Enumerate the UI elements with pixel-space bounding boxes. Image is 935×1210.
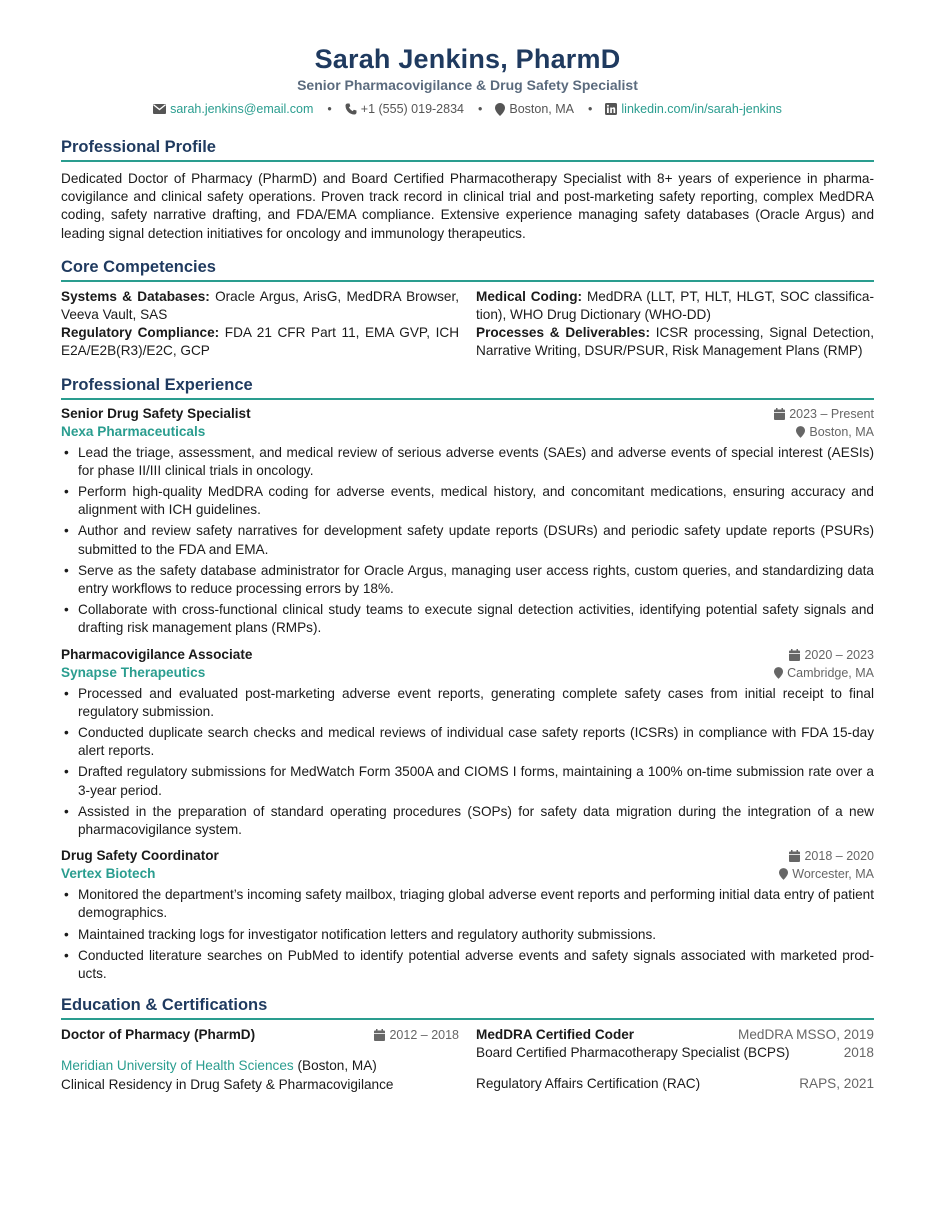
job-title: Drug Safety Coordinator: [61, 848, 219, 864]
section-title-profile: Professional Profile: [61, 137, 874, 162]
location-text: Boston, MA: [509, 102, 575, 116]
job-subheader: [61, 423, 874, 441]
contact-phone: [345, 101, 464, 117]
job-bullets: [61, 886, 874, 983]
candidate-subtitle: Senior Pharmacovigilance & Drug Safety Specialist: [297, 77, 638, 93]
calendar-icon: [374, 1029, 385, 1041]
job-header: [61, 405, 874, 423]
job-header: [61, 847, 874, 865]
competencies-right-column: [476, 288, 874, 361]
cert-name: Regulatory Affairs Certification (RAC): [476, 1076, 701, 1092]
competency-item: [61, 288, 459, 324]
contact-separator: •: [327, 102, 332, 116]
phone-text: +1 (555) 019-2834: [360, 102, 464, 116]
job-dates: [789, 646, 874, 664]
job-header: [61, 646, 874, 664]
residency-line: Clinical Residency in Drug Safety & Pharmacovigilance: [61, 1076, 394, 1092]
education-left-column: [61, 1026, 459, 1093]
bullet-item: • Perform high-quality MedDRA coding for adverse events, medical history, and concomitant medications, ensuring accuracy and alignment with ICH guidelines.: [61, 483, 874, 519]
cert-name: MedDRA Certified Coder: [476, 1027, 635, 1043]
contact-separator: •: [478, 102, 483, 116]
profile-text: Dedicated Doctor of Pharmacy (PharmD) and Board Certified Pharmacotherapy Specialist with 8+ years of experience in pharma-covigilance and clinical safety operations. Proven track record in clinical trial and post-marketing safety reporting, complex MedDRA coding, safety narrative drafting, and FDA/EMA compliance. Extensive experience managing safety databases (Oracle Argus) and leading signal detection initiatives for oncology and immunology therapeutics.: [61, 171, 874, 241]
competency-label: Processes & Deliverables:: [476, 325, 650, 341]
degree-dates: [374, 1026, 459, 1044]
map-pin-icon: [796, 426, 805, 438]
competency-item: [476, 324, 874, 360]
company-name: Nexa Pharmaceuticals: [61, 423, 206, 439]
job-location: [774, 664, 874, 682]
job-title: Pharmacovigilance Associate: [61, 646, 253, 662]
map-pin-icon: [774, 667, 783, 679]
competency-item: [476, 288, 874, 324]
linkedin-link[interactable]: linkedin.com/in/sarah-jenkins: [621, 102, 782, 116]
job-bullets: [61, 444, 874, 638]
bullet-item: • Monitored the department’s incoming safety mailbox, triaging global adverse event reports and performing initial data entry of patient demographics.: [61, 886, 874, 922]
job-dates-text: 2020 – 2023: [804, 647, 874, 662]
profile-section: [61, 137, 874, 243]
company-name: Vertex Biotech: [61, 866, 156, 882]
job-dates-text: 2023 – Present: [789, 406, 874, 421]
cert-issuer: 2018: [843, 1045, 874, 1061]
job-location-text: Cambridge, MA: [787, 665, 874, 680]
education-right-column: [476, 1026, 874, 1093]
bullet-item: • Author and review safety narratives for development safety update reports (DSURs) and periodic safety update reports (PSURs) submitted to the FDA and EMA.: [61, 522, 874, 558]
cert-issuer: MedDRA MSSO, 2019: [738, 1027, 874, 1043]
bullet-item: • Conducted literature searches on PubMed to identify potential adverse events and safety signals associated with marketed prod-ucts.: [61, 947, 874, 983]
calendar-icon: [789, 649, 800, 661]
competency-label: Systems & Databases:: [61, 288, 210, 304]
competencies-left-column: [61, 288, 459, 361]
competencies-section: [61, 257, 874, 361]
cert-name: Board Certified Pharmacotherapy Specialist (BCPS): [476, 1045, 790, 1061]
bullet-item: • Collaborate with cross-functional clinical study teams to execute signal detection activities, identifying potential safety signals and drafting risk management plans (RMPs).: [61, 601, 874, 637]
email-link[interactable]: sarah.jenkins@email.com: [170, 102, 314, 116]
competency-item: [61, 324, 459, 360]
job-location: [779, 865, 874, 883]
contact-bar: [61, 101, 874, 117]
job-location-text: Worcester, MA: [792, 867, 874, 882]
company-name: Synapse Therapeutics: [61, 664, 206, 680]
experience-section: [61, 375, 874, 984]
contact-linkedin[interactable]: [605, 101, 782, 117]
cert-row: [476, 1075, 874, 1093]
job-location: [796, 423, 874, 441]
bullet-item: • Conducted duplicate search checks and medical reviews of individual case safety reports (ICSRs) in compliance with FDA 15-day alert reports.: [61, 724, 874, 760]
bullet-item: • Processed and evaluated post-marketing adverse event reports, generating complete safety cases from initial receipt to final regulatory submission.: [61, 685, 874, 721]
education-section: [61, 995, 874, 1093]
job-entry: [61, 405, 874, 638]
degree-name: Doctor of Pharmacy (PharmD): [61, 1027, 256, 1043]
competency-value: MedDRA (LLT, PT, HLT, HLGT, SOC classifica-tion), WHO Drug Dictionary (WHO-DD): [476, 288, 875, 323]
competency-value: FDA 21 CFR Part 11, EMA GVP, ICH E2A/E2B(R3)/E2C, GCP: [61, 325, 460, 359]
bullet-item: • Maintained tracking logs for investigator notification letters and regulatory authority submissions.: [61, 926, 874, 944]
phone-icon: [345, 103, 357, 115]
competency-label: Medical Coding:: [476, 288, 583, 304]
bullet-item: • Drafted regulatory submissions for MedWatch Form 3500A and CIOMS I forms, maintaining a 100% on-time submission rate over a 3-year period.: [61, 763, 874, 799]
calendar-icon: [774, 408, 785, 420]
degree-dates-text: 2012 – 2018: [389, 1028, 459, 1043]
job-dates-text: 2018 – 2020: [804, 849, 874, 864]
bullet-item: • Serve as the safety database administrator for Oracle Argus, managing user access rights, custom queries, and standardizing data entry workflows to reduce processing errors by 18%.: [61, 562, 874, 598]
job-subheader: [61, 865, 874, 883]
map-pin-icon: [495, 103, 505, 116]
job-bullets: [61, 685, 874, 840]
competencies-grid: [61, 288, 874, 361]
section-title-competencies: Core Competencies: [61, 257, 874, 282]
job-title: Senior Drug Safety Specialist: [61, 405, 251, 421]
cert-row: [476, 1026, 874, 1044]
school-location: (Boston, MA): [297, 1058, 377, 1074]
bullet-item: • Assisted in the preparation of standard operating procedures (SOPs) for safety data migration during the integration of a new pharmacovigilance system.: [61, 803, 874, 839]
candidate-name: Sarah Jenkins, PharmD: [314, 44, 621, 74]
competency-label: Regulatory Compliance:: [61, 325, 220, 341]
job-dates: [789, 847, 874, 865]
job-entry: [61, 646, 874, 840]
degree-row: [61, 1026, 459, 1044]
calendar-icon: [789, 850, 800, 862]
job-dates: [774, 405, 874, 423]
education-grid: [61, 1026, 874, 1093]
bullet-item: • Lead the triage, assessment, and medical review of serious adverse events (SAEs) and adverse events of special interest (AESIs) for phase II/III clinical trials in oncology.: [61, 444, 874, 480]
contact-location: [495, 101, 574, 117]
school-line: [61, 1057, 459, 1075]
school-name: Meridian University of Health Sciences: [61, 1058, 294, 1074]
contact-email[interactable]: [153, 101, 313, 117]
section-title-experience: Professional Experience: [61, 375, 874, 400]
linkedin-icon: [605, 103, 617, 115]
job-subheader: [61, 664, 874, 682]
job-entry: [61, 847, 874, 983]
section-title-education: Education & Certifications: [61, 995, 874, 1020]
job-location-text: Boston, MA: [809, 424, 874, 439]
envelope-icon: [153, 104, 166, 114]
competency-value: ICSR processing, Signal Detection, Narrative Writing, DSUR/PSUR, Risk Management Plans (RMP): [476, 325, 874, 359]
map-pin-icon: [779, 868, 788, 880]
cert-issuer: RAPS, 2021: [799, 1076, 874, 1092]
contact-separator: •: [588, 102, 593, 116]
cert-row: [476, 1044, 874, 1062]
competency-value: Oracle Argus, ArisG, MedDRA Browser, Veeva Vault, SAS: [61, 288, 459, 323]
